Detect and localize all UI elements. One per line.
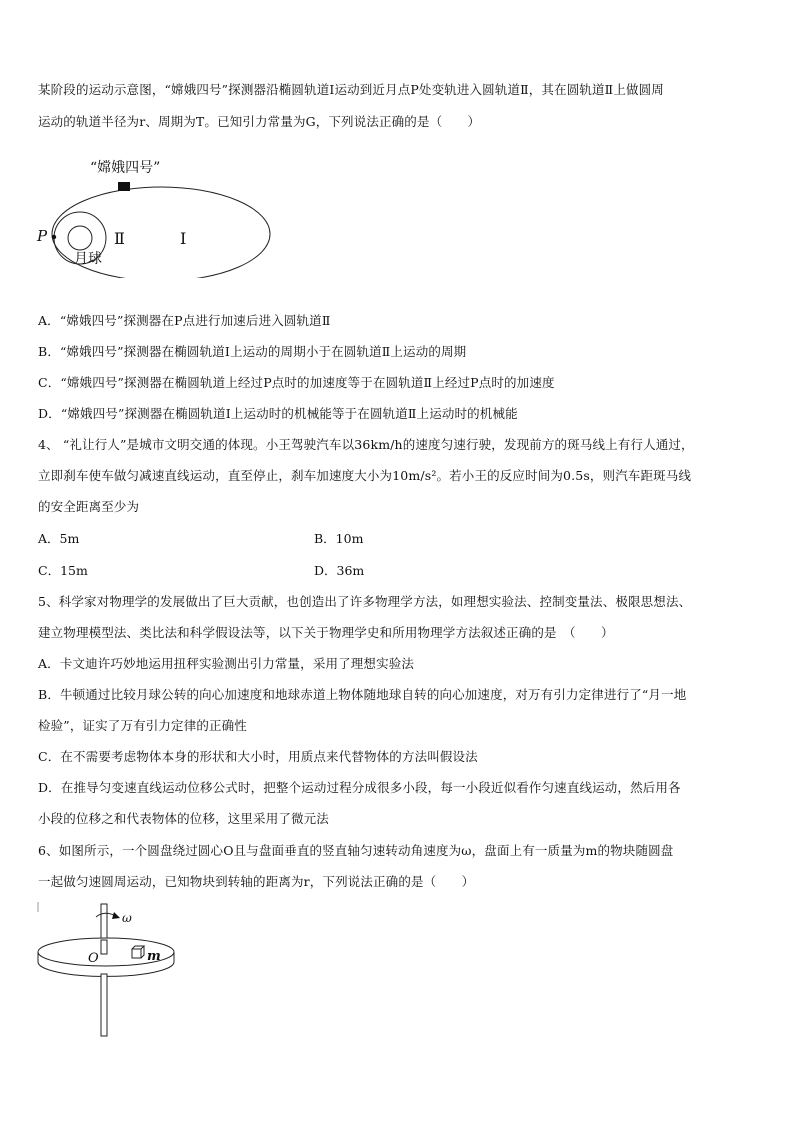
- q4-option-a: A．5m: [38, 531, 80, 546]
- q3-option-a: A．“嫦娥四号”探测器在P点进行加速后进入圆轨道Ⅱ: [38, 313, 331, 328]
- q5-option-a: A．卡文迪许巧妙地运用扭秤实验测出引力常量，采用了理想实验法: [38, 656, 415, 671]
- q6-line2: 一起做匀速圆周运动，已知物块到转轴的距离为r，下列说法正确的是（ ）: [38, 874, 475, 889]
- probe-label: “嫦娥四号”: [90, 160, 161, 176]
- moon: [68, 226, 92, 250]
- orbit-1-label: Ⅰ: [180, 229, 187, 248]
- rotation-arrow-head: [112, 912, 120, 919]
- axis-lower: [101, 974, 107, 1036]
- q4-option-b: B．10m: [314, 531, 364, 546]
- q5-line1: 5、科学家对物理学的发展做出了巨大贡献，也创造出了许多物理学方法，如理想实验法、控制变量法、极限思想法、: [38, 594, 692, 609]
- q4-option-d: D．36m: [314, 563, 365, 578]
- q5-option-b-line2: 检验”，证实了万有引力定律的正确性: [38, 718, 247, 733]
- q3-option-d: D．“嫦娥四号”探测器在椭圆轨道Ⅰ上运动时的机械能等于在圆轨道Ⅱ上运动时的机械能: [38, 406, 518, 421]
- q3-option-c: C．“嫦娥四号”探测器在椭圆轨道上经过P点时的加速度等于在圆轨道Ⅱ上经过P点时的加速度: [38, 375, 555, 390]
- q5-option-c: C．在不需要考虑物体本身的形状和大小时，用质点来代替物体的方法叫假设法: [38, 749, 478, 764]
- point-p-dot: [52, 235, 56, 239]
- q5-option-b-line1: B．牛顿通过比较月球公转的向心加速度和地球赤道上物体随地球自转的向心加速度，对万有引力定律进行了“月一地: [38, 687, 687, 702]
- q4-line1: 4、 “礼让行人”是城市文明交通的体现。小王驾驶汽车以36km/h的速度匀速行驶，发现前方的斑马线上有行人通过，: [38, 437, 694, 452]
- probe-marker: [118, 182, 130, 191]
- orbit-2-label: Ⅱ: [114, 229, 125, 248]
- q4-line3: 的安全距离至少为: [38, 499, 140, 514]
- q4-line2: 立即刹车使车做匀减速直线运动，直至停止，刹车加速度大小为10m/s²。若小王的反应时间为0.5s，则汽车距斑马线: [38, 468, 692, 483]
- omega-label: ω: [122, 911, 132, 925]
- point-p-label: P: [37, 227, 48, 245]
- q3-intro-line2: 运动的轨道半径为r、周期为T。已知引力常量为G，下列说法正确的是（ ）: [38, 114, 481, 129]
- q5-option-d-line1: D．在推导匀变速直线运动位移公式时，把整个运动过程分成很多小段，每一小段近似看作匀速直线运动，然后用各: [38, 780, 681, 795]
- orbit-figure: [34, 148, 274, 278]
- q6-line1: 6、如图所示，一个圆盘绕过圆心O且与盘面垂直的竖直轴匀速转动角速度为ω，盘面上有一质量为m的物块随圆盘: [38, 843, 674, 858]
- q3-option-b: B．“嫦娥四号”探测器在椭圆轨道Ⅰ上运动的周期小于在圆轨道Ⅱ上运动的周期: [38, 344, 467, 359]
- q4-option-c: C．15m: [38, 563, 88, 578]
- q3-intro-line1: 某阶段的运动示意图，“嫦娥四号”探测器沿椭圆轨道Ⅰ运动到近月点P处变轨进入圆轨道Ⅱ，其在圆轨道Ⅱ上做圆周: [38, 82, 664, 97]
- disc-figure: [34, 900, 184, 1040]
- q5-option-d-line2: 小段的位移之和代表物体的位移，这里采用了微元法: [38, 811, 329, 826]
- axis-middle: [101, 940, 107, 954]
- moon-label: 月球: [74, 251, 102, 267]
- q5-line2: 建立物理模型法、类比法和科学假设法等，以下关于物理学史和所用物理学方法叙述正确的是 （ ）: [38, 625, 614, 640]
- center-o-label: O: [88, 951, 99, 966]
- mass-label: m: [147, 949, 161, 964]
